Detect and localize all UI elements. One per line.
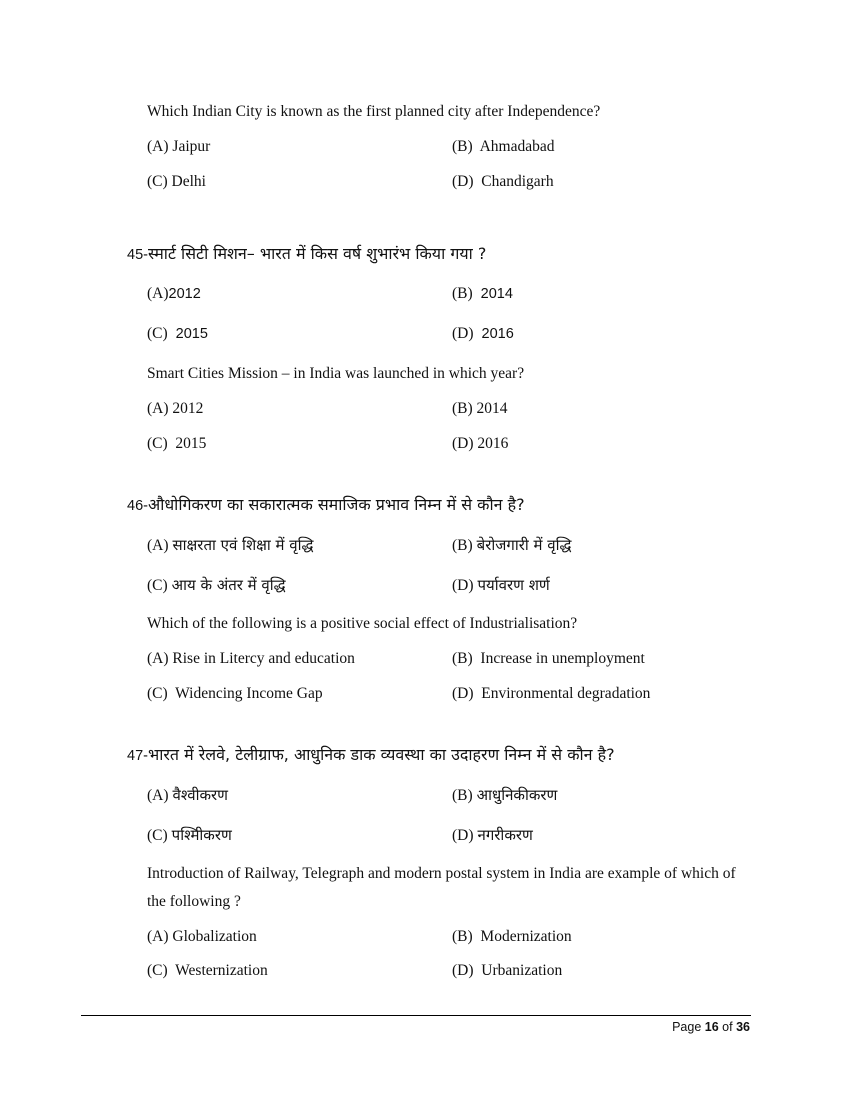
q47-option-c-en: [147, 962, 268, 980]
q44-option-c-en: [147, 173, 206, 191]
option-text: बेरोजगारी में वृद्धि: [476, 536, 572, 554]
question-number: 46-: [127, 498, 148, 514]
q45-option-b-en: [452, 400, 508, 418]
q46-option-a-en: [147, 650, 355, 668]
option-text: 2012: [172, 400, 204, 417]
question-text: औधोगिकरण का सकारात्मक समाजिक प्रभाव निम्न में से कौन है?: [147, 495, 525, 514]
q46-option-a-hi: [147, 535, 314, 555]
q45-option-d-hi: [452, 325, 514, 343]
option-label: (D): [452, 435, 474, 452]
q47-option-d-en: [452, 962, 562, 980]
q45-option-c-hi: [147, 325, 208, 343]
option-label: (C): [147, 577, 168, 594]
option-text: Chandigarh: [481, 173, 554, 190]
option-label: (C): [147, 435, 168, 452]
option-text: 2012: [168, 286, 201, 302]
option-text: Ahmadabad: [479, 138, 555, 155]
q45-option-a-hi: [147, 285, 201, 303]
q44-option-a-en: [147, 138, 210, 156]
q47-question-en-line2: the following ?: [147, 893, 241, 910]
q45-option-d-en: [452, 435, 508, 453]
q45-question-en: Smart Cities Mission – in India was launched in which year?: [147, 365, 525, 382]
option-text: वैश्वीकरण: [172, 786, 228, 804]
option-text: पश्मिीकरण: [171, 826, 232, 844]
option-text: Globalization: [172, 928, 257, 945]
option-text: 2015: [175, 326, 208, 342]
option-label: (A): [147, 138, 169, 155]
q46-option-c-hi: [147, 575, 286, 595]
question-number: 47-: [127, 748, 148, 764]
option-label: (C): [147, 827, 168, 844]
option-text: Jaipur: [172, 138, 211, 155]
option-text: Increase in unemployment: [480, 650, 645, 667]
q47-option-c-hi: [147, 825, 232, 845]
question-text: भारत में रेलवे, टेलीग्राफ, आधुनिक डाक व्यवस्था का उदाहरण निम्न में से कौन है?: [147, 745, 615, 764]
question-number: 45-: [127, 247, 148, 263]
option-label: (D): [452, 325, 474, 342]
option-text: 2014: [476, 400, 508, 417]
option-text: Modernization: [480, 928, 572, 945]
option-label: (A): [147, 537, 169, 554]
q46-option-b-hi: [452, 535, 571, 555]
q47-option-a-en: [147, 928, 257, 946]
q45-option-c-en: [147, 435, 206, 453]
option-label: (B): [452, 650, 473, 667]
option-text: Delhi: [171, 173, 206, 190]
option-label: (D): [452, 685, 474, 702]
q47-option-b-en: [452, 928, 572, 946]
option-label: (B): [452, 537, 473, 554]
option-label: (D): [452, 827, 474, 844]
q45-option-a-en: [147, 400, 203, 418]
q44-question-en: Which Indian City is known as the first planned city after Independence?: [147, 103, 601, 120]
option-label: (B): [452, 400, 473, 417]
q46-question-en: Which of the following is a positive social effect of Industrialisation?: [147, 615, 578, 632]
q46-question-hi: [127, 493, 525, 515]
option-label: (B): [452, 928, 473, 945]
option-label: (D): [452, 962, 474, 979]
q46-option-b-en: [452, 650, 645, 668]
page-total: 36: [736, 1020, 750, 1034]
option-text: 2016: [477, 435, 509, 452]
question-text: स्मार्ट सिटी मिशन– भारत में किस वर्ष शुभारंभ किया गया ?: [147, 244, 487, 263]
q47-option-a-hi: [147, 785, 228, 805]
option-text: 2014: [480, 286, 513, 302]
option-label: (A): [147, 928, 169, 945]
option-text: आय के अंतर में वृद्धि: [171, 576, 286, 594]
q44-option-b-en: [452, 138, 554, 156]
option-label: (A): [147, 650, 169, 667]
option-text: Westernization: [175, 962, 268, 979]
q47-question-en-line1: Introduction of Railway, Telegraph and modern postal system in India are example of which of: [147, 865, 736, 882]
page-word: Page: [672, 1020, 702, 1034]
option-text: आधुनिकीकरण: [476, 786, 558, 804]
option-text: Rise in Litercy and education: [172, 650, 355, 667]
option-text: 2016: [481, 326, 514, 342]
q44-option-d-en: [452, 173, 554, 191]
q46-option-d-en: [452, 685, 650, 703]
q47-option-b-hi: [452, 785, 557, 805]
q45-option-b-hi: [452, 285, 513, 303]
footer-divider: [81, 1015, 751, 1016]
option-label: (D): [452, 173, 474, 190]
option-text: Environmental degradation: [481, 685, 651, 702]
option-label: (A): [147, 285, 169, 302]
option-label: (A): [147, 400, 169, 417]
option-text: नगरीकरण: [477, 826, 533, 844]
page-footer: [672, 1020, 750, 1034]
option-label: (C): [147, 962, 168, 979]
option-label: (B): [452, 787, 473, 804]
option-label: (C): [147, 173, 168, 190]
option-text: साक्षरता एवं शिक्षा में वृद्धि: [172, 536, 314, 554]
q45-question-hi: [127, 242, 486, 264]
q46-option-d-hi: [452, 575, 550, 595]
option-label: (C): [147, 325, 168, 342]
option-label: (D): [452, 577, 474, 594]
of-word: of: [722, 1020, 733, 1034]
option-label: (B): [452, 138, 473, 155]
option-label: (A): [147, 787, 169, 804]
option-text: Urbanization: [481, 962, 563, 979]
option-label: (B): [452, 285, 473, 302]
option-text: पर्यावरण शर्ण: [477, 576, 550, 594]
q47-question-hi: [127, 743, 615, 765]
q46-option-c-en: [147, 685, 323, 703]
q47-option-d-hi: [452, 825, 533, 845]
page-number: 16: [704, 1020, 719, 1034]
option-text: Widencing Income Gap: [175, 685, 323, 702]
option-text: 2015: [175, 435, 207, 452]
option-label: (C): [147, 685, 168, 702]
